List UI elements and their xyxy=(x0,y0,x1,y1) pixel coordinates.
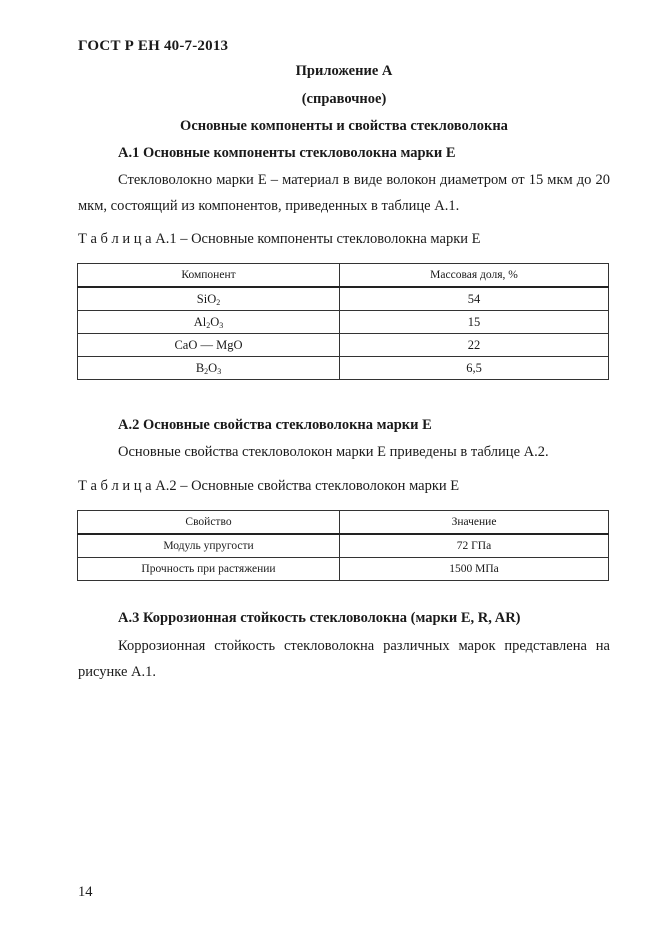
annex-title: Приложение А xyxy=(295,63,393,79)
value-cell: 1500 МПа xyxy=(340,558,609,581)
section-2-heading: А.2 Основные свойства стекловолокна марки Е xyxy=(118,417,432,433)
table-header-cell: Свойство xyxy=(78,511,340,535)
table-2 xyxy=(77,510,609,581)
table-row xyxy=(78,334,609,357)
table-header-row xyxy=(78,264,609,288)
value-cell: 15 xyxy=(340,311,609,334)
property-cell: Модуль упругости xyxy=(78,534,340,558)
table-row xyxy=(78,357,609,380)
page-number: 14 xyxy=(78,884,93,900)
component-cell: $Al_2O_3$ xyxy=(78,311,340,334)
component-cell: CaO — MgO xyxy=(78,334,340,357)
table-header-row xyxy=(78,511,609,535)
table-1-caption: Т а б л и ц а А.1 – Основные компоненты стекловолокна марки Е xyxy=(78,231,481,247)
table-2-caption: Т а б л и ц а А.2 – Основные свойства стекловолокон марки Е xyxy=(78,478,460,494)
table-row xyxy=(78,558,609,581)
section-1-paragraph: Стекловолокно марки Е – материал в виде волокон диаметром от 15 мкм до 20 мкм, состоящий из компонентов, приведенных в таблице А.1. xyxy=(78,172,610,214)
value-cell: 6,5 xyxy=(340,357,609,380)
section-2-paragraph: Основные свойства стекловолокон марки Е приведены в таблице А.2. xyxy=(118,444,549,460)
value-cell: 54 xyxy=(340,287,609,311)
table-row xyxy=(78,534,609,558)
value-cell: 72 ГПа xyxy=(340,534,609,558)
table-header-cell: Значение xyxy=(340,511,609,535)
section-3-heading: А.3 Коррозионная стойкость стекловолокна (марки Е, R, AR) xyxy=(118,610,521,626)
annex-note: (справочное) xyxy=(301,91,387,107)
standard-code: ГОСТ Р ЕН 40-7-2013 xyxy=(78,38,229,54)
table-row xyxy=(78,311,609,334)
table-header-cell: Массовая доля, % xyxy=(340,264,609,288)
component-cell: SiO$_2$ xyxy=(78,287,340,311)
annex-heading: Основные компоненты и свойства стекловолокна xyxy=(180,118,508,134)
value-cell: 22 xyxy=(340,334,609,357)
table-row xyxy=(78,287,609,311)
table-header-cell: Компонент xyxy=(78,264,340,288)
property-cell: Прочность при растяжении xyxy=(78,558,340,581)
section-3-paragraph: Коррозионная стойкость стекловолокна различных марок представлена на рисунке А.1. xyxy=(78,638,610,680)
section-1-heading: А.1 Основные компоненты стекловолокна марки Е xyxy=(118,145,456,161)
component-cell: $B_2O_3$ xyxy=(78,357,340,380)
table-1 xyxy=(77,263,609,380)
